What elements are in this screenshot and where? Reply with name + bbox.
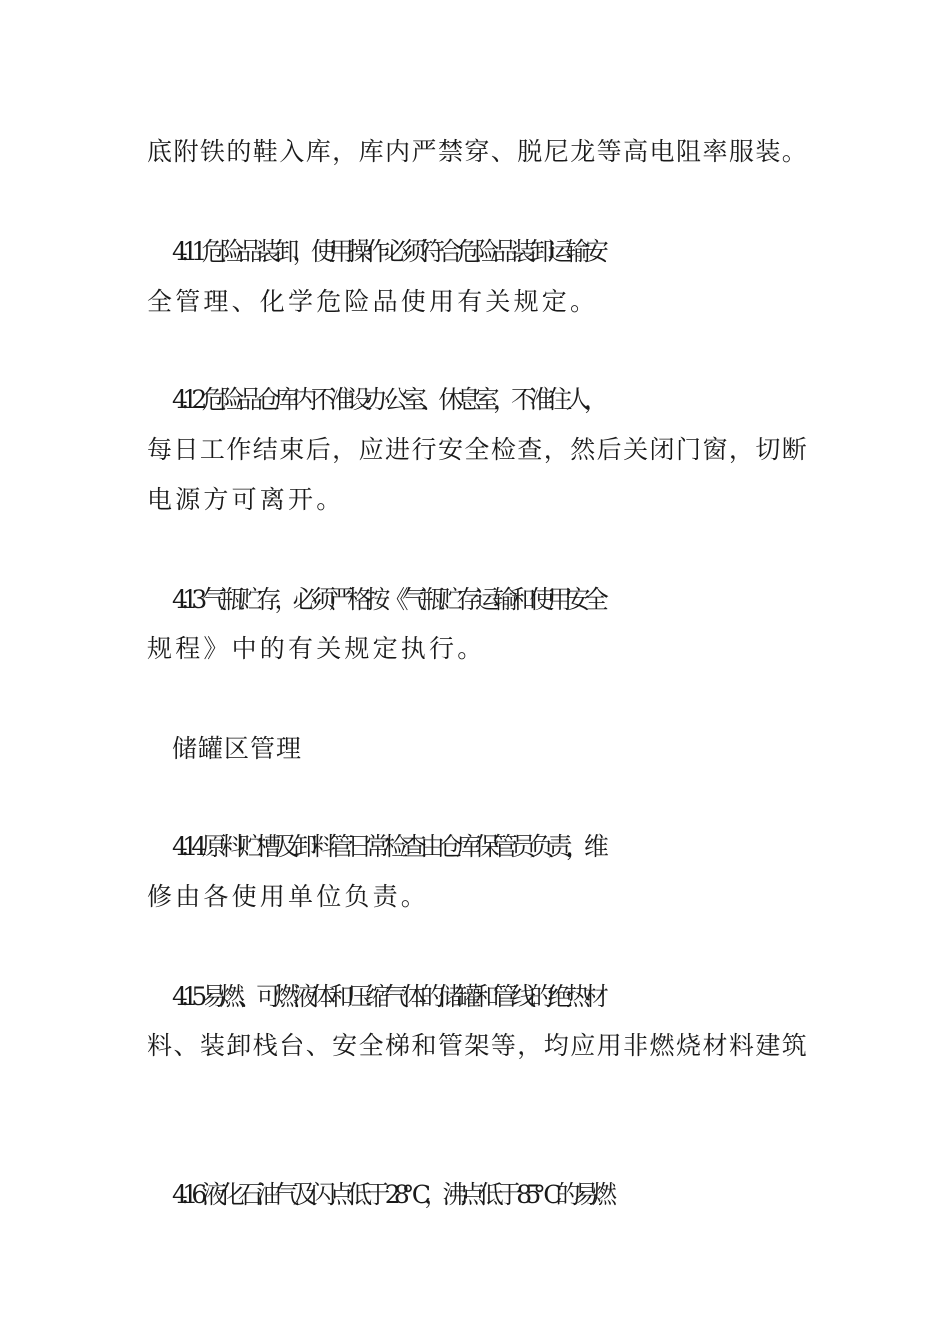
paragraph-line: 4.12 危险品仓库内不准设办公室、休息室，不准住人， <box>172 385 603 414</box>
paragraph-line: 4.16 液化石油气及闪点低于 28℃，沸点低于 85℃的易燃 <box>172 1180 611 1209</box>
paragraph-line: 全管理、化学危险品使用有关规定。 <box>147 287 599 316</box>
paragraph-line: 4.13 气瓶贮存，必须严格按《气瓶贮存运输和使用安全 <box>172 585 603 614</box>
paragraph-line: 料、装卸栈台、安全梯和管架等，均应用非燃烧材料建筑 <box>147 1031 809 1060</box>
paragraph-line: 4.14 原料贮槽及卸料管日常检查由仓库保管员负责，维 <box>172 832 603 861</box>
paragraph-line: 4.15 易燃、可燃液体和压缩气体的储罐和管线的绝热材 <box>172 982 603 1011</box>
paragraph-line: 4.11 危险品装卸，使用操作必须符合危险品装卸运输安 <box>172 237 603 266</box>
paragraph-line: 每日工作结束后，应进行安全检查，然后关闭门窗，切断 <box>147 435 809 464</box>
section-heading: 储罐区管理 <box>172 734 303 763</box>
paragraph-line: 底附铁的鞋入库，库内严禁穿、脱尼龙等高电阻率服装。 <box>147 137 809 166</box>
paragraph-line: 电源方可离开。 <box>147 485 345 514</box>
paragraph-line: 修由各使用单位负责。 <box>147 882 430 911</box>
paragraph-line: 规程》中的有关规定执行。 <box>147 634 486 663</box>
